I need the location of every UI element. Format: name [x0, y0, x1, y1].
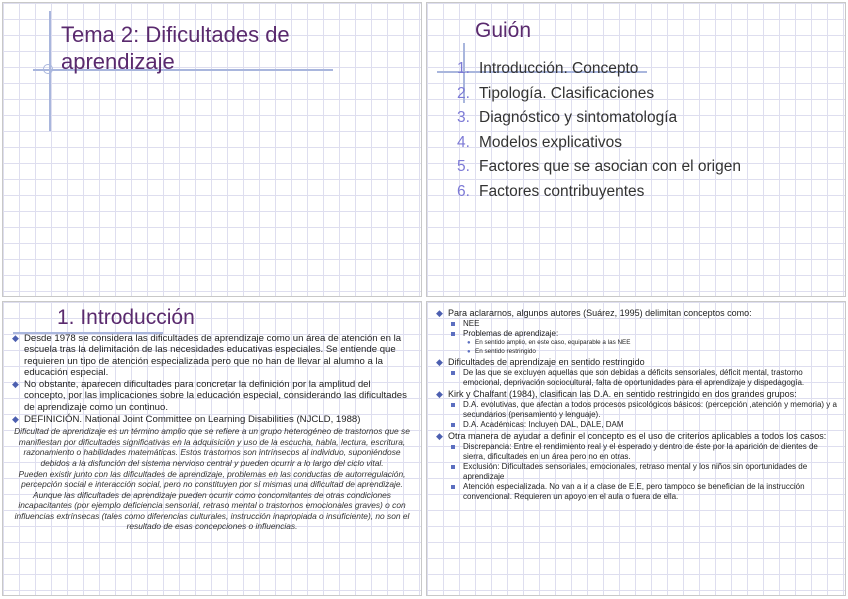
- square-bullet-icon: [451, 403, 455, 407]
- item-text: Diagnóstico y sintomatología: [479, 109, 678, 126]
- item-number: 2.: [457, 84, 470, 102]
- item-number: 3.: [457, 109, 470, 126]
- item-number: 4.: [457, 133, 470, 151]
- sub-bullet-item: [435, 329, 839, 339]
- sub-bullet-text: D.A. evolutivas, que afectan a todos procesos psicológicos básicos: (percepción ,atención y memoria) y a secundarios (pensamiento y lenguaje).: [463, 400, 837, 419]
- bullet-item: [435, 357, 839, 368]
- diamond-bullet-icon: ◆: [12, 379, 19, 390]
- diamond-bullet-icon: ◆: [12, 333, 19, 343]
- diamond-bullet-icon: ◆: [436, 357, 443, 367]
- bullet-item: [11, 333, 413, 378]
- bullet-text: DEFINICIÓN. National Joint Committee on Learning Disabilities (NJCLD, 1988): [24, 414, 361, 426]
- sub-bullet-text: Exclusión: Dificultades sensoriales, emocionales, retraso mental y los niños sin oportunidades de aprendizaje: [463, 462, 808, 481]
- bullet-item: [435, 308, 839, 319]
- dot-bullet-icon: ●: [467, 348, 471, 355]
- slide-body: [11, 333, 413, 531]
- sub-bullet-item: [435, 462, 839, 482]
- slide-title: Guión: [475, 19, 532, 42]
- sub-bullet-item: [435, 420, 839, 430]
- agenda-item: [457, 180, 741, 205]
- diamond-bullet-icon: ◆: [436, 431, 443, 441]
- square-bullet-icon: [451, 371, 455, 375]
- slide-body: [435, 307, 839, 502]
- diamond-bullet-icon: ◆: [436, 308, 443, 318]
- item-text: Modelos explicativos: [479, 133, 623, 151]
- bullet-item: [11, 414, 413, 425]
- agenda-item: [457, 82, 741, 107]
- agenda-item: [457, 57, 741, 82]
- sub-bullet-text: Discrepancia: Entre el rendimiento real y el esperado y dentro de éste por la aparición de dientes de sierra, dificultades en un área pero no en otras.: [463, 442, 818, 461]
- slide-title: Tema 2: Dificultades de aprendizaje: [61, 22, 290, 74]
- item-number: 5.: [457, 158, 470, 175]
- sub-bullet-item: [435, 442, 839, 462]
- bullet-text: Para aclararnos, algunos autores (Suárez, 1995) delimitan conceptos como:: [448, 308, 752, 318]
- bullet-item: [435, 431, 839, 442]
- item-text: Tipología. Clasificaciones: [479, 84, 655, 102]
- item-text: Factores contribuyentes: [479, 182, 645, 200]
- sub-sub-bullet-text: En sentido amplio, en este caso, equiparable a las NEE: [475, 339, 631, 346]
- square-bullet-icon: [451, 465, 455, 469]
- square-bullet-icon: [451, 322, 455, 326]
- sub-bullet-item: [435, 368, 839, 388]
- bullet-text: Kirk y Chalfant (1984), clasifican las D.A. en sentido restringido en dos grandes grupos:: [448, 389, 797, 399]
- dot-bullet-icon: ●: [467, 340, 471, 346]
- bullet-item: [11, 379, 413, 413]
- sub-bullet-item: [435, 482, 839, 502]
- bullet-text: Otra manera de ayudar a definir el concepto es el uso de criterios aplicables a todos los casos:: [448, 431, 827, 441]
- definition-paragraph: Dificultad de aprendizaje es un término amplio que se refiere a un grupo heterogéneo de trastornos que se manifiestan por dificultades significativas en la adquisición y uso de la escucha, habla, lectura, escritura, razonamiento o habilidades matemáticas. Estos trastornos son intrínsecos al individuo, suponiéndose debidos a la disfunción del sistema nervioso central y pueden ocurrir a lo largo del ciclo vital.: [14, 426, 410, 468]
- decorative-circle: [43, 64, 53, 74]
- diamond-bullet-icon: ◆: [436, 389, 443, 399]
- agenda-item: [457, 106, 741, 131]
- agenda-list: [457, 57, 741, 204]
- slide-3: [2, 301, 422, 596]
- agenda-item: [457, 131, 741, 156]
- sub-sub-bullet-text: En sentido restringido: [475, 347, 536, 355]
- bullet-text: Desde 1978 se considera las dificultades de aprendizaje como un área de atención en la escuela tras la delimitación de las necesidades educativas especiales. Se entiende que requieren un tipo de atención especializada pero que no han de llevar al alumno a la educación especial.: [24, 333, 402, 378]
- sub-bullet-text: NEE: [463, 319, 480, 328]
- bullet-text: No obstante, aparecen dificultades para concretar la definición por la amplitud del concepto, por las implicaciones sobre la educación especial, considerando las dificultades de aprendizaje como un continuo.: [24, 379, 407, 413]
- item-text: Introducción. Concepto: [479, 60, 639, 77]
- sub-bullet-text: De las que se excluyen aquellas que son debidas a déficits sensoriales, déficit mental, trastorno emocional, deprivación sociocultural, falta de oportunidades para el aprendizaje y dispedagogía.: [463, 368, 805, 387]
- square-bullet-icon: [451, 445, 455, 449]
- sub-bullet-item: [435, 319, 839, 329]
- bullet-text: Dificultades de aprendizaje en sentido restringido: [448, 357, 645, 367]
- diamond-bullet-icon: ◆: [12, 414, 19, 425]
- square-bullet-icon: [451, 485, 455, 489]
- item-number: 6.: [457, 182, 470, 200]
- sub-sub-bullet-item: [435, 348, 839, 357]
- slide-2: [426, 2, 846, 297]
- sub-bullet-text: Atención especializada. No van a ir a clase de E.E, pero tampoco se benefician de la instrucción convencional. Requieren un apoyo en el aula o fuera de ella.: [463, 482, 805, 501]
- sub-bullet-item: [435, 400, 839, 420]
- square-bullet-icon: [451, 423, 455, 427]
- sub-bullet-text: Problemas de aprendizaje:: [463, 329, 559, 338]
- item-text: Factores que se asocian con el origen: [479, 158, 741, 175]
- square-bullet-icon: [451, 332, 455, 336]
- item-number: 1.: [457, 60, 470, 77]
- slide-4: [426, 301, 846, 596]
- sub-bullet-text: D.A. Académicas: Incluyen DAL, DALE, DAM: [463, 420, 624, 429]
- slide-1: [2, 2, 422, 297]
- sub-sub-bullet-item: [435, 339, 839, 348]
- slide-title: 1. Introducción: [57, 306, 195, 329]
- agenda-item: [457, 155, 741, 180]
- definition-paragraph: Pueden existir junto con las dificultades de aprendizaje, problemas en las conductas de autorregulación, percepción social e interacción social, pero no constituyen por sí mismas una dificultad de aprendizaje. Aunque las dificultades de aprendizaje pueden ocurrir como concomitantes de otras condiciones incapacitantes (por ejemplo deficiencia sensorial, retraso mental o trastornos emocionales graves) o con influencias extrínsecas (tales como diferencias culturales, instrucción inapropiada o insuficiente), no son el resultado de esas concepciones o influencias.: [14, 469, 410, 532]
- bullet-item: [435, 389, 839, 400]
